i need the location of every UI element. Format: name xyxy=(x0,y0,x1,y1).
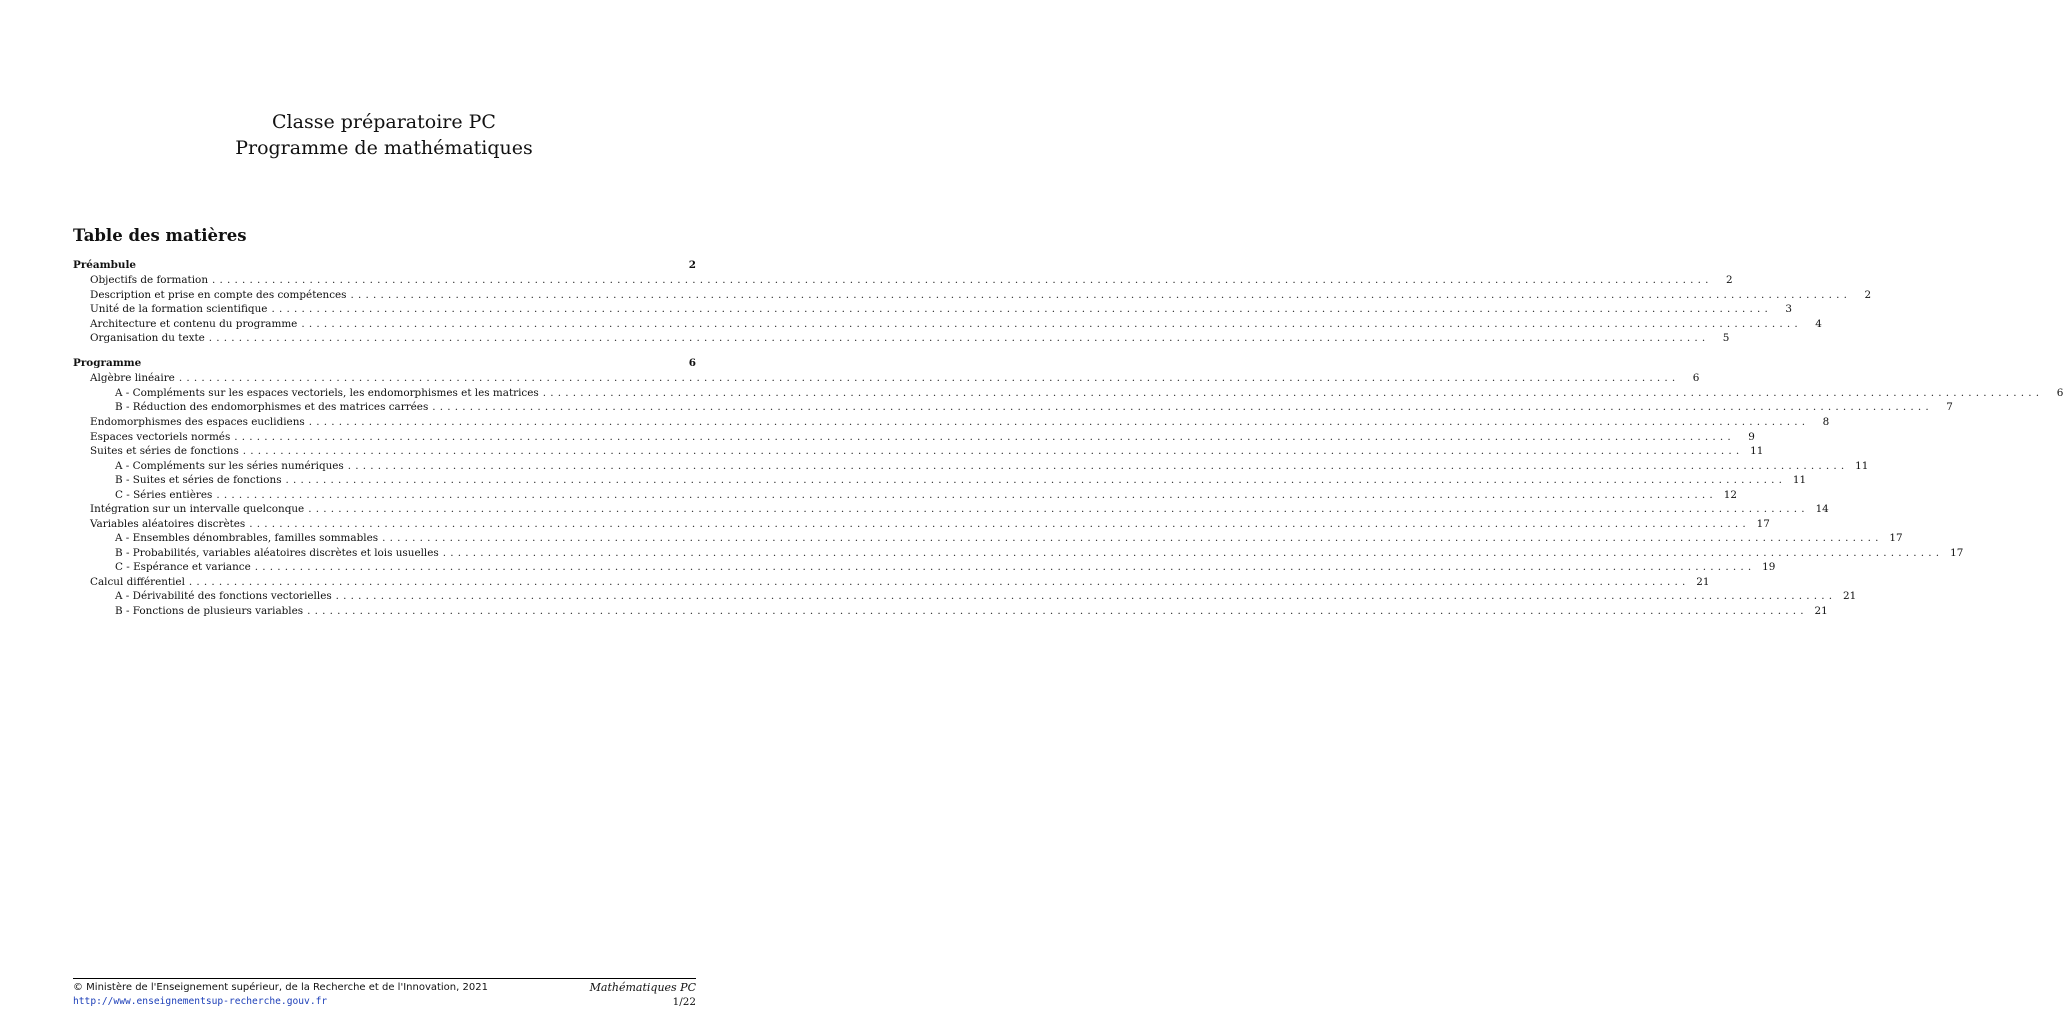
toc-entry[interactable] xyxy=(90,444,1764,458)
toc-dot-leader: ........................................................................................................................................................................................................ xyxy=(212,274,1713,286)
toc-entry-label: C - Espérance et variance xyxy=(115,561,251,573)
toc-entry[interactable] xyxy=(115,531,1903,545)
toc-section[interactable] xyxy=(73,258,696,272)
toc-page-number: 6 xyxy=(688,357,696,369)
toc-entry-label: Unité de la formation scientifique xyxy=(90,303,268,315)
toc-dot-leader: ........................................................................................................................................................................................................ xyxy=(308,503,1809,515)
toc-entry-label: Espaces vectoriels normés xyxy=(90,431,231,443)
toc-page-number: 8 xyxy=(1822,416,1830,428)
toc-entry[interactable] xyxy=(115,560,1776,574)
toc-page-number: 21 xyxy=(1843,590,1857,602)
toc-page-number: 17 xyxy=(1889,532,1903,544)
toc-entry[interactable] xyxy=(90,430,1755,444)
footer-copyright: © Ministère de l'Enseignement supérieur, de la Recherche et de l'Innovation, 2021 xyxy=(73,982,488,993)
toc-page-number: 7 xyxy=(1946,401,1953,413)
toc-dot-leader: ........................................................................................................................................................................................................ xyxy=(442,547,1944,559)
toc-dot-leader: ........................................................................................................................................................................................................ xyxy=(307,605,1808,617)
toc-entry[interactable] xyxy=(115,589,1857,603)
toc-dot-leader: ........................................................................................................................................................................................................ xyxy=(350,289,1852,301)
toc-dot-leader: ........................................................................................................................................................................................................ xyxy=(216,489,1717,501)
toc-entry[interactable] xyxy=(90,517,1770,531)
toc-dot-leader: ........................................................................................................................................................................................................ xyxy=(178,372,1680,384)
toc-page-number: 21 xyxy=(1814,605,1828,617)
toc-entry[interactable] xyxy=(115,473,1807,487)
toc-page-number: 2 xyxy=(1725,274,1733,286)
toc-entry-label: Variables aléatoires discrètes xyxy=(90,518,246,530)
toc-entry-label: A - Dérivabilité des fonctions vectorielles xyxy=(115,590,332,602)
document-title-line-1: Classe préparatoire PC xyxy=(272,111,496,133)
toc-page-number: 9 xyxy=(1748,431,1755,443)
toc-page-number: 2 xyxy=(1864,289,1872,301)
toc-page-number: 17 xyxy=(1756,518,1770,530)
toc-dot-leader: ........................................................................................................................................................................................................ xyxy=(271,303,1773,315)
toc-page-number: 4 xyxy=(1815,318,1822,330)
toc-entry[interactable] xyxy=(115,386,2063,400)
toc-entry[interactable] xyxy=(90,331,1730,345)
toc-entry-label: Intégration sur un intervalle quelconque xyxy=(90,503,305,515)
toc-entry-label: Endomorphismes des espaces euclidiens xyxy=(90,416,305,428)
toc-entry[interactable] xyxy=(90,502,1829,516)
toc-entry[interactable] xyxy=(115,459,1869,473)
toc-entry-label: Programme xyxy=(73,357,142,369)
toc-page-number: 3 xyxy=(1785,303,1793,315)
toc-entry-label: Description et prise en compte des compétences xyxy=(90,289,347,301)
toc-entry[interactable] xyxy=(90,415,1830,429)
toc-entry-label: B - Fonctions de plusieurs variables xyxy=(115,605,304,617)
toc-entry[interactable] xyxy=(90,273,1733,287)
toc-dot-leader: ........................................................................................................................................................................................................ xyxy=(308,416,1810,428)
toc-dot-leader: ........................................................................................................................................................................................................ xyxy=(242,445,1744,457)
toc-page-number: 17 xyxy=(1950,547,1964,559)
toc-heading: Table des matières xyxy=(73,226,247,245)
toc-dot-leader: ........................................................................................................................................................................................................ xyxy=(285,474,1787,486)
footer-page-number: 1/22 xyxy=(672,996,696,1008)
toc-dot-leader: ........................................................................................................................................................................................................ xyxy=(249,518,1750,530)
toc-page-number: 6 xyxy=(2056,387,2063,399)
toc-dot-leader: ........................................................................................................................................................................................................ xyxy=(188,576,1690,588)
toc-dot-leader: ........................................................................................................................................................................................................ xyxy=(432,401,1933,413)
toc-dot-leader: ........................................................................................................................................................................................................ xyxy=(234,431,1735,443)
toc-entry-label: Préambule xyxy=(73,259,137,271)
toc-entry[interactable] xyxy=(90,575,1710,589)
toc-dot-leader: ........................................................................................................................................................................................................ xyxy=(542,387,2044,399)
toc-entry[interactable] xyxy=(115,604,1828,618)
toc-page-number: 11 xyxy=(1750,445,1764,457)
toc-entry-label: A - Ensembles dénombrables, familles sommables xyxy=(115,532,379,544)
toc-page-number: 2 xyxy=(688,259,696,271)
toc-dot-leader: ........................................................................................................................................................................................................ xyxy=(382,532,1883,544)
toc-page-number: 5 xyxy=(1722,332,1730,344)
toc-entry-label: Objectifs de formation xyxy=(90,274,209,286)
toc-page-number: 19 xyxy=(1762,561,1776,573)
toc-page-number: 6 xyxy=(1692,372,1700,384)
toc-entry[interactable] xyxy=(90,288,1872,302)
toc-page-number: 12 xyxy=(1723,489,1737,501)
toc-entry[interactable] xyxy=(115,400,1953,414)
toc-dot-leader: ........................................................................................................................................................................................................ xyxy=(254,561,1756,573)
footer-subject: Mathématiques PC xyxy=(589,981,696,994)
toc-entry-label: Calcul différentiel xyxy=(90,576,185,588)
toc-entry-label: C - Séries entières xyxy=(115,489,213,501)
toc-dot-leader: ........................................................................................................................................................................................................ xyxy=(208,332,1710,344)
toc-entry[interactable] xyxy=(115,546,1964,560)
toc-entry-label: Organisation du texte xyxy=(90,332,205,344)
toc-entry-label: B - Réduction des endomorphismes et des matrices carrées xyxy=(115,401,429,413)
toc-entry-label: B - Suites et séries de fonctions xyxy=(115,474,282,486)
toc-dot-leader: ........................................................................................................................................................................................................ xyxy=(347,460,1849,472)
toc-entry-label: B - Probabilités, variables aléatoires discrètes et lois usuelles xyxy=(115,547,439,559)
toc-entry[interactable] xyxy=(90,371,1700,385)
toc-entry-label: A - Compléments sur les espaces vectoriels, les endomorphismes et les matrices xyxy=(115,387,539,399)
toc-entry[interactable] xyxy=(115,488,1737,502)
footer-url-link[interactable]: http://www.enseignementsup-recherche.gouv.fr xyxy=(73,996,328,1007)
footer-rule xyxy=(73,978,696,979)
toc-section[interactable] xyxy=(73,356,696,370)
toc-page-number: 11 xyxy=(1855,460,1869,472)
toc-entry-label: Algèbre linéaire xyxy=(90,372,175,384)
toc-page-number: 21 xyxy=(1696,576,1710,588)
toc-entry[interactable] xyxy=(90,302,1793,316)
document-title-line-2: Programme de mathématiques xyxy=(235,137,533,159)
toc-page-number: 11 xyxy=(1792,474,1807,486)
toc-entry-label: A - Compléments sur les séries numériques xyxy=(115,460,344,472)
toc-entry-label: Architecture et contenu du programme xyxy=(90,318,298,330)
toc-dot-leader: ........................................................................................................................................................................................................ xyxy=(301,318,1802,330)
toc-page-number: 14 xyxy=(1815,503,1829,515)
toc-entry[interactable] xyxy=(90,317,1822,331)
toc-dot-leader: ........................................................................................................................................................................................................ xyxy=(335,590,1837,602)
toc-entry-label: Suites et séries de fonctions xyxy=(90,445,239,457)
